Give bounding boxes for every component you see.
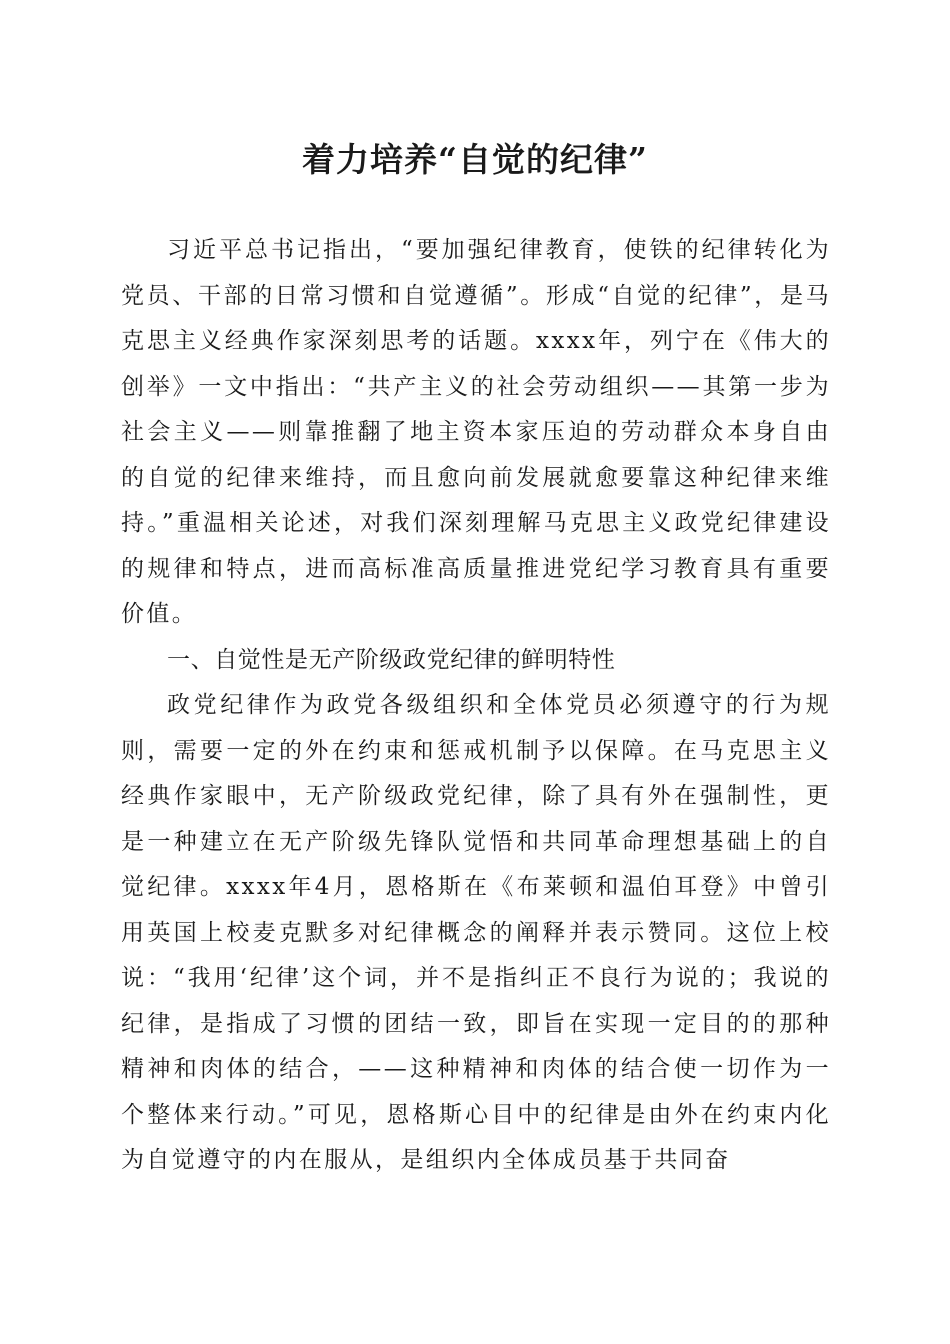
section-1-paragraph: 政党纪律作为政党各级组织和全体党员必须遵守的行为规则，需要一定的外在约束和惩戒机制予以保障。在马克思主义经典作家眼中，无产阶级政党纪律，除了具有外在强制性，更是一种建立在无产阶级先锋队觉悟和共同革命理想基础上的自觉纪律。xxxx年4月，恩格斯在《布莱顿和温伯耳登》中曾引用英国上校麦克默多对纪律概念的阐释并表示赞同。这位上校说：“我用‘纪律’这个词，并不是指纠正不良行为说的；我说的纪律，是指成了习惯的团结一致，即旨在实现一定目的的那种精神和肉体的结合，——这种精神和肉体的结合使一切作为一个整体来行动。”可见，恩格斯心目中的纪律是由外在约束内化为自觉遵守的内在服从，是组织内全体成员基于共同奋 [121, 692, 831, 1173]
section-heading-1: 一、自觉性是无产阶级政党纪律的鲜明特性 [167, 646, 616, 673]
document-title: 着力培养“自觉的纪律” [302, 140, 648, 179]
document-body [121, 228, 831, 1184]
intro-paragraph: 习近平总书记指出，“要加强纪律教育，使铁的纪律转化为党员、干部的日常习惯和自觉遵循”。形成“自觉的纪律”，是马克思主义经典作家深刻思考的话题。xxxx年，列宁在《伟大的创举》一文中指出：“共产主义的社会劳动组织——其第一步为社会主义——则靠推翻了地主资本家压迫的劳动群众本身自由的自觉的纪律来维持，而且愈向前发展就愈要靠这种纪律来维持。”重温相关论述，对我们深刻理解马克思主义政党纪律建设的规律和特点，进而高标准高质量推进党纪学习教育具有重要价值。 [121, 237, 831, 627]
